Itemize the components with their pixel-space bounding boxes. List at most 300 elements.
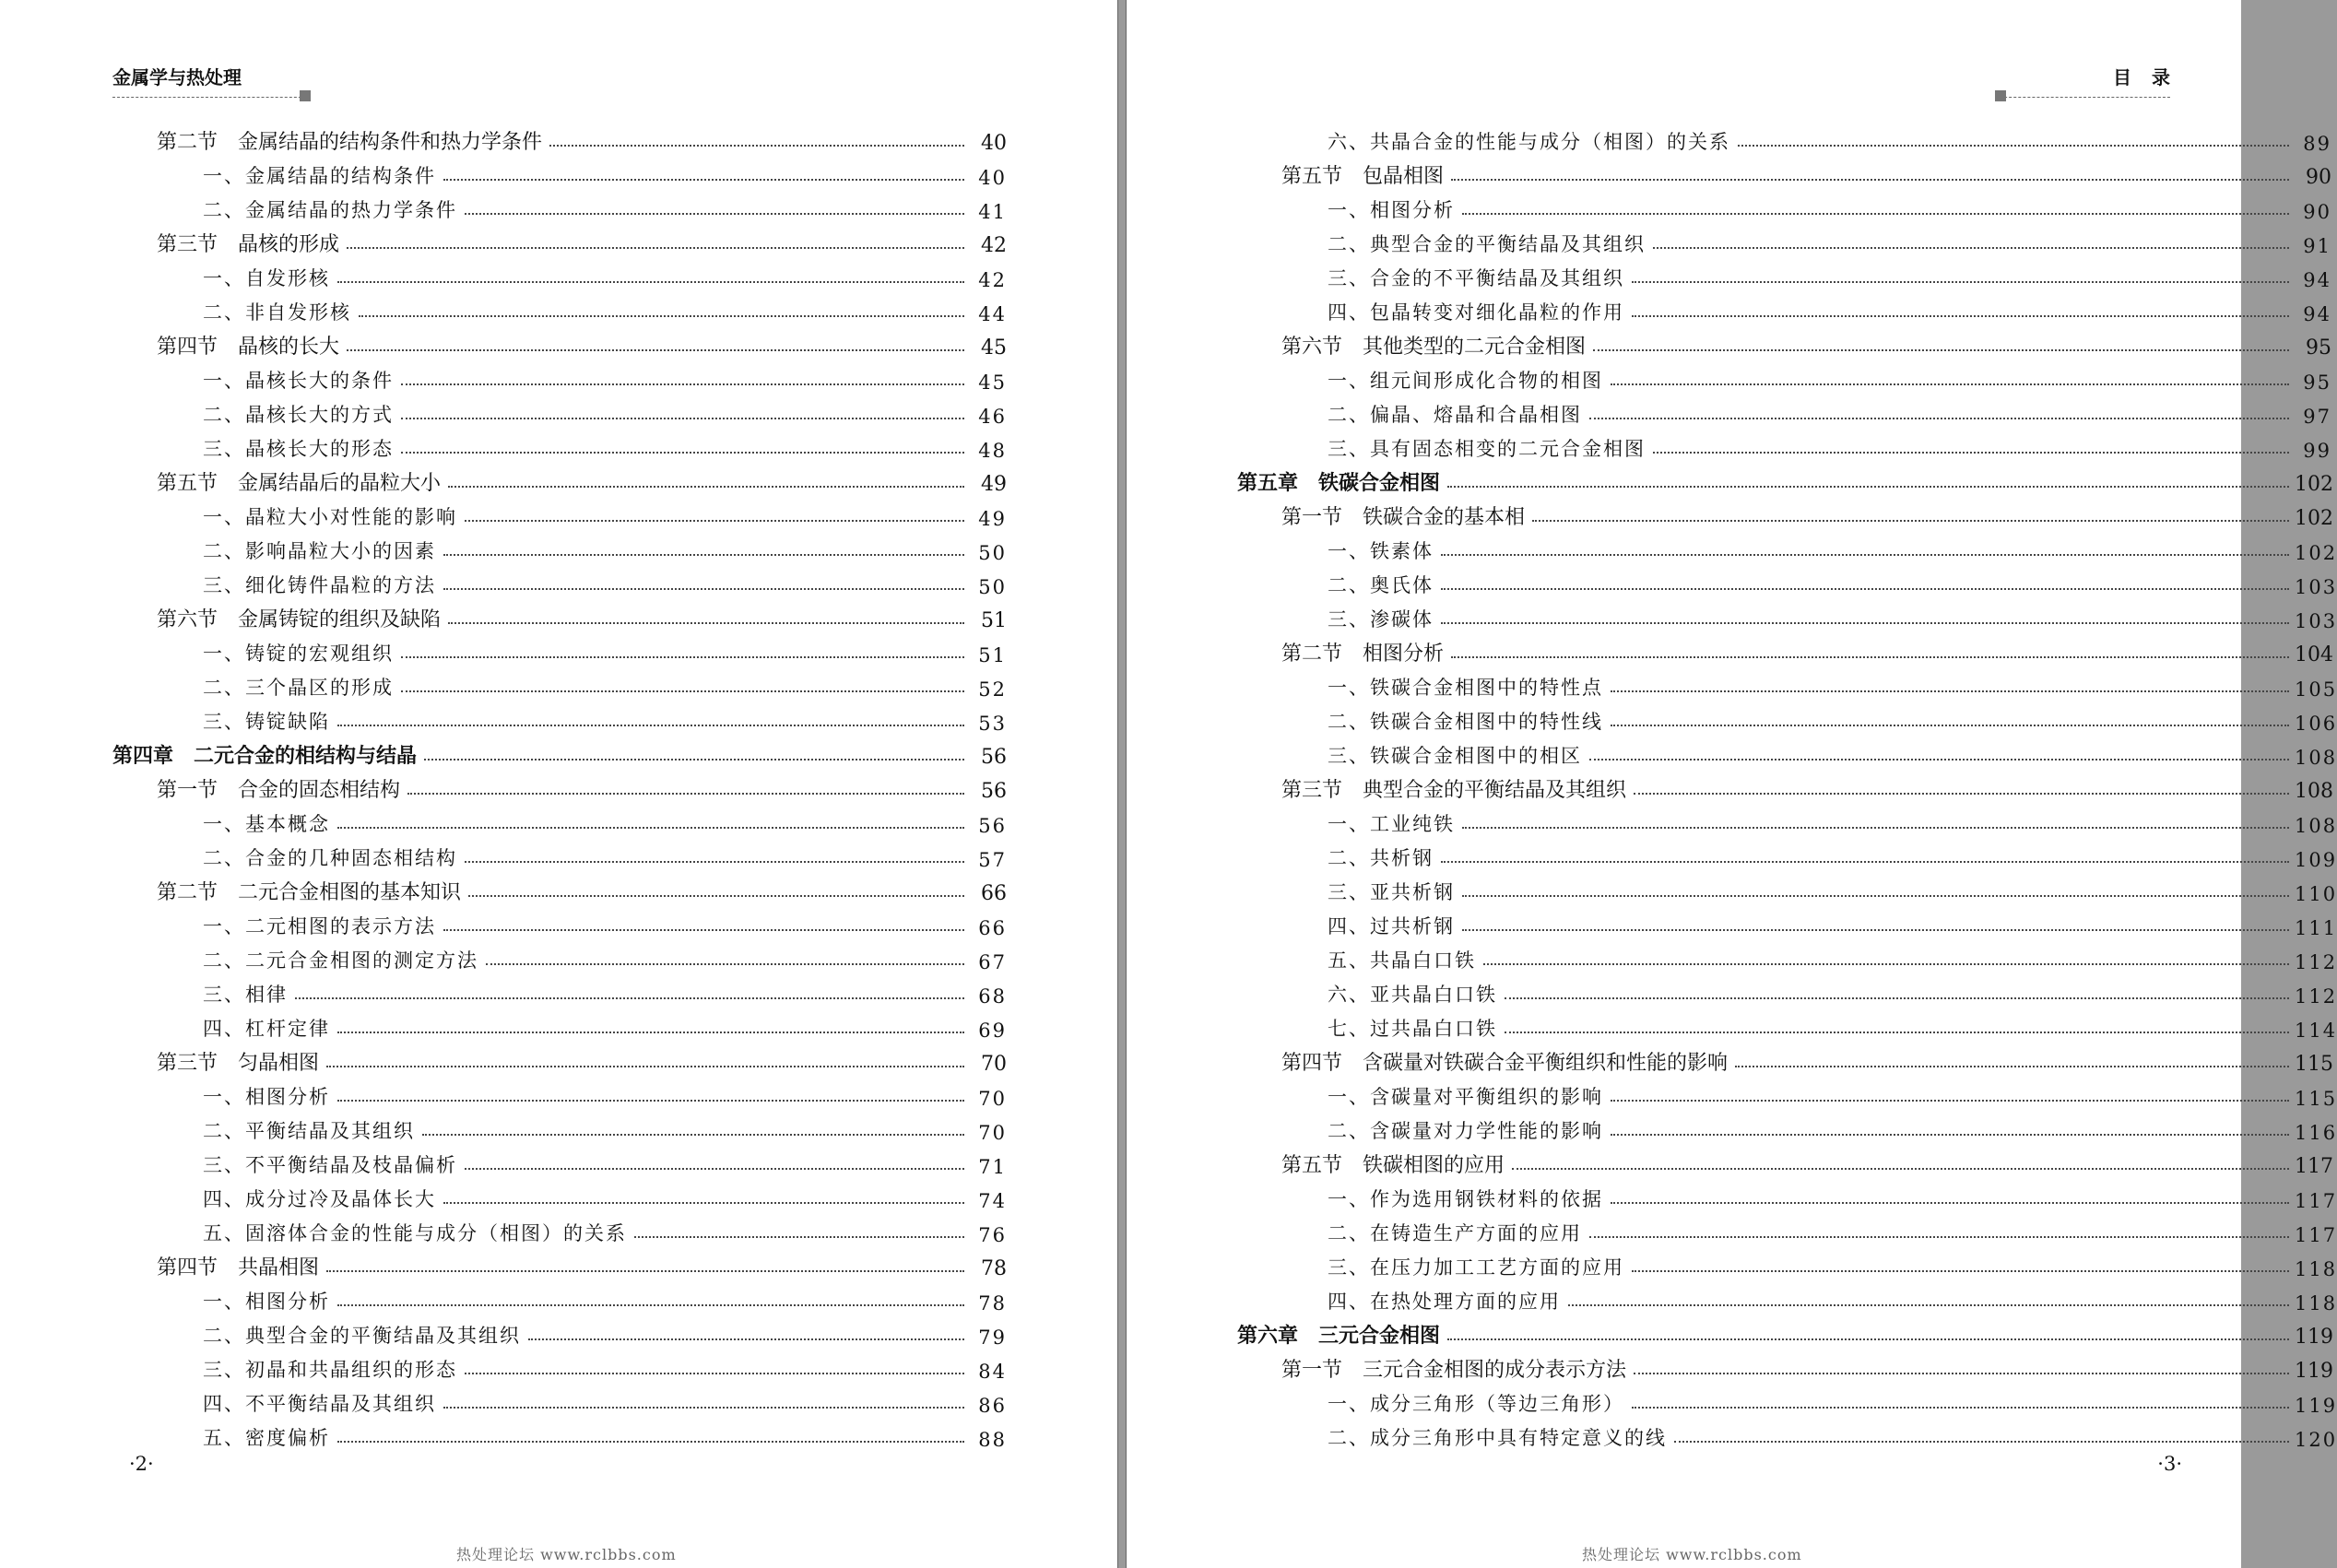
dot-leader xyxy=(1611,725,2289,726)
toc-entry-item xyxy=(112,1417,1007,1451)
toc-entry-title: 二、共析钢 xyxy=(1328,847,1434,869)
toc-entry-section xyxy=(1237,1042,2331,1076)
running-head-square-icon xyxy=(1995,90,2006,101)
toc-entry-title: 二、成分三角形中具有特定意义的线 xyxy=(1328,1427,1667,1449)
toc-entry-page: 110 xyxy=(2295,883,2337,905)
toc-entry-item xyxy=(112,1280,1007,1315)
toc-entry-page: 102 xyxy=(2295,542,2337,564)
toc-entry-title: 一、二元相图的表示方法 xyxy=(203,915,436,937)
toc-entry-title: 三、相律 xyxy=(203,984,288,1006)
toc-entry-title: 三、铁碳合金相图中的相区 xyxy=(1328,745,1582,767)
toc-entry-title: 五、固溶体合金的性能与成分（相图）的关系 xyxy=(203,1222,627,1244)
dot-leader xyxy=(1632,1270,2289,1272)
toc-entry-page: 91 xyxy=(2303,235,2331,257)
toc-entry-page: 40 xyxy=(978,167,1007,189)
dot-leader xyxy=(1451,656,2289,658)
toc-entry-page: 120 xyxy=(2295,1429,2337,1451)
page-number: ·3· xyxy=(2157,1453,2182,1475)
dot-leader xyxy=(443,929,964,931)
toc-entry-page: 109 xyxy=(2295,849,2337,871)
toc-entry-chapter xyxy=(1237,1315,2331,1349)
toc-entry-page: 42 xyxy=(981,234,1007,257)
toc-entry-title: 一、相图分析 xyxy=(1328,199,1455,221)
toc-entry-page: 78 xyxy=(981,1257,1007,1280)
toc-list xyxy=(1237,121,2337,1451)
toc-entry-item xyxy=(1237,189,2331,223)
toc-entry-title: 三、合金的不平衡结晶及其组织 xyxy=(1328,267,1624,289)
toc-entry-item xyxy=(1237,1178,2337,1212)
dot-leader xyxy=(465,1373,964,1374)
dot-leader xyxy=(1589,418,2289,419)
toc-entry-title: 第三节 典型合金的平衡结晶及其组织 xyxy=(1281,779,1627,802)
toc-entry-item xyxy=(112,701,1007,735)
toc-entry-page: 89 xyxy=(2303,133,2331,155)
toc-entry-title: 第五节 包晶相图 xyxy=(1281,165,1445,188)
toc-entry-section xyxy=(112,1042,1007,1076)
toc-entry-title: 三、晶核长大的形态 xyxy=(203,438,394,460)
toc-entry-title: 三、不平衡结晶及枝晶偏析 xyxy=(203,1154,457,1176)
toc-entry-page: 40 xyxy=(981,132,1007,155)
toc-entry-section xyxy=(1237,325,2331,360)
toc-entry-section xyxy=(112,871,1007,905)
toc-entry-item xyxy=(112,632,1007,666)
toc-entry-page: 117 xyxy=(2295,1155,2333,1178)
dot-leader xyxy=(1441,554,2289,556)
toc-entry-title: 第一节 铁碳合金的基本相 xyxy=(1281,506,1526,529)
dot-leader xyxy=(1632,281,2289,283)
toc-entry-page: 50 xyxy=(978,542,1007,564)
toc-entry-section xyxy=(1237,1349,2331,1383)
toc-entry-page: 84 xyxy=(978,1361,1007,1383)
toc-entry-item xyxy=(112,1383,1007,1417)
toc-entry-title: 二、金属结晶的热力学条件 xyxy=(203,199,457,221)
toc-entry-item xyxy=(1237,1212,2337,1246)
toc-entry-item xyxy=(1237,530,2337,564)
toc-entry-chapter xyxy=(112,735,1007,769)
toc-entry-page: 49 xyxy=(981,473,1007,496)
toc-entry-page: 78 xyxy=(978,1292,1007,1315)
toc-entry-page: 70 xyxy=(978,1122,1007,1144)
dot-leader xyxy=(295,997,964,999)
toc-entry-section xyxy=(112,121,1007,155)
toc-entry-item xyxy=(1237,1110,2337,1144)
toc-entry-item xyxy=(112,666,1007,701)
dot-leader xyxy=(468,895,964,897)
toc-entry-page: 115 xyxy=(2295,1053,2333,1076)
dot-leader xyxy=(337,725,964,726)
toc-entry-item xyxy=(1237,837,2337,871)
toc-entry-item xyxy=(112,1212,1007,1246)
dot-leader xyxy=(1589,1236,2289,1238)
toc-entry-page: 108 xyxy=(2295,780,2333,803)
toc-entry-section xyxy=(1237,496,2331,530)
toc-entry-title: 一、含碳量对平衡组织的影响 xyxy=(1328,1086,1603,1108)
toc-entry-item xyxy=(112,257,1007,291)
dot-leader xyxy=(337,1032,964,1033)
toc-entry-page: 74 xyxy=(978,1190,1007,1212)
toc-entry-page: 42 xyxy=(978,269,1007,291)
dot-leader xyxy=(465,1168,964,1170)
toc-entry-item xyxy=(112,1178,1007,1212)
dot-leader xyxy=(1634,793,2289,795)
toc-entry-title: 二、偏晶、熔晶和合晶相图 xyxy=(1328,404,1582,426)
toc-entry-title: 一、成分三角形（等边三角形） xyxy=(1328,1393,1624,1415)
toc-entry-title: 一、组元间形成化合物的相图 xyxy=(1328,370,1603,392)
toc-entry-title: 六、共晶合金的性能与成分（相图）的关系 xyxy=(1328,131,1730,153)
toc-entry-item xyxy=(112,291,1007,325)
toc-entry-title: 一、铁素体 xyxy=(1328,540,1434,562)
dot-leader xyxy=(1462,929,2289,931)
toc-entry-page: 112 xyxy=(2295,985,2337,1008)
toc-entry-page: 56 xyxy=(981,746,1007,769)
toc-entry-page: 48 xyxy=(978,440,1007,462)
toc-entry-page: 108 xyxy=(2295,747,2337,769)
toc-entry-section xyxy=(1237,769,2331,803)
toc-entry-item xyxy=(112,189,1007,223)
dot-leader xyxy=(337,827,964,829)
running-head-square-icon xyxy=(300,90,311,101)
toc-entry-title: 四、杠杆定律 xyxy=(203,1018,330,1040)
dot-leader xyxy=(443,1202,964,1204)
dot-leader xyxy=(347,349,964,351)
toc-entry-title: 二、铁碳合金相图中的特性线 xyxy=(1328,711,1603,733)
toc-entry-page: 112 xyxy=(2295,951,2337,973)
toc-entry-item xyxy=(1237,1008,2337,1042)
dot-leader xyxy=(1674,1441,2289,1443)
toc-entry-page: 79 xyxy=(978,1326,1007,1349)
toc-entry-page: 88 xyxy=(978,1429,1007,1451)
toc-entry-item xyxy=(112,905,1007,939)
toc-entry-item xyxy=(1237,905,2337,939)
toc-entry-item xyxy=(112,394,1007,428)
toc-entry-page: 41 xyxy=(978,201,1007,223)
toc-entry-page: 104 xyxy=(2295,643,2333,666)
toc-entry-title: 二、典型合金的平衡结晶及其组织 xyxy=(1328,233,1646,255)
toc-entry-title: 一、相图分析 xyxy=(203,1086,330,1108)
dot-leader xyxy=(1451,179,2289,181)
toc-entry-title: 二、在铸造生产方面的应用 xyxy=(1328,1222,1582,1244)
dot-leader xyxy=(337,1441,964,1443)
dot-leader xyxy=(422,1134,964,1136)
toc-entry-page: 45 xyxy=(981,336,1007,360)
toc-entry-title: 四、成分过冷及晶体长大 xyxy=(203,1188,436,1210)
toc-entry-item xyxy=(112,530,1007,564)
toc-entry-title: 第四节 共晶相图 xyxy=(157,1256,320,1279)
dot-leader xyxy=(1653,247,2289,249)
toc-entry-page: 105 xyxy=(2295,678,2337,701)
toc-entry-page: 70 xyxy=(981,1053,1007,1076)
toc-entry-item xyxy=(112,1110,1007,1144)
toc-entry-page: 45 xyxy=(978,371,1007,394)
toc-entry-item xyxy=(112,564,1007,598)
toc-entry-title: 三、渗碳体 xyxy=(1328,608,1434,631)
toc-entry-page: 116 xyxy=(2295,1122,2337,1144)
dot-leader xyxy=(1611,1100,2289,1102)
toc-entry-item xyxy=(1237,257,2331,291)
toc-entry-page: 118 xyxy=(2295,1292,2337,1315)
toc-entry-title: 第六节 其他类型的二元合金相图 xyxy=(1281,336,1587,359)
dot-leader xyxy=(337,1100,964,1102)
toc-entry-page: 86 xyxy=(978,1395,1007,1417)
toc-list xyxy=(112,121,1007,1451)
toc-entry-page: 66 xyxy=(981,882,1007,905)
toc-entry-page: 108 xyxy=(2295,815,2337,837)
dot-leader xyxy=(424,759,964,760)
toc-entry-item xyxy=(1237,394,2331,428)
toc-entry-page: 106 xyxy=(2295,713,2337,735)
toc-entry-item xyxy=(1237,223,2331,257)
toc-entry-page: 67 xyxy=(978,951,1007,973)
toc-entry-section xyxy=(112,769,1007,803)
toc-entry-item xyxy=(112,973,1007,1008)
toc-entry-page: 119 xyxy=(2295,1326,2333,1349)
toc-entry-title: 三、具有固态相变的二元合金相图 xyxy=(1328,438,1646,460)
toc-entry-item xyxy=(112,837,1007,871)
toc-entry-page: 111 xyxy=(2295,917,2337,939)
toc-entry-title: 第三节 晶核的形成 xyxy=(157,233,340,256)
toc-entry-title: 五、密度偏析 xyxy=(203,1427,330,1449)
toc-entry-page: 119 xyxy=(2295,1395,2337,1417)
right-page xyxy=(1126,0,2337,1568)
toc-entry-item xyxy=(1237,1417,2337,1451)
toc-entry-title: 第六章 三元合金相图 xyxy=(1237,1325,1441,1348)
toc-entry-title: 二、典型合金的平衡结晶及其组织 xyxy=(203,1325,521,1347)
toc-entry-title: 第二节 二元合金相图的基本知识 xyxy=(157,881,462,904)
toc-entry-title: 第五节 金属结晶后的晶粒大小 xyxy=(157,472,442,495)
toc-entry-page: 71 xyxy=(978,1156,1007,1178)
toc-entry-title: 二、影响晶粒大小的因素 xyxy=(203,540,436,562)
footer-watermark: 热处理论坛 www.rclbbs.com xyxy=(456,1546,677,1563)
toc-entry-item xyxy=(112,1315,1007,1349)
toc-entry-title: 一、作为选用钢铁材料的依据 xyxy=(1328,1188,1603,1210)
toc-entry-item xyxy=(1237,871,2337,905)
toc-entry-title: 一、晶核长大的条件 xyxy=(203,370,394,392)
dot-leader xyxy=(443,554,964,556)
toc-entry-title: 一、金属结晶的结构条件 xyxy=(203,165,436,187)
dot-leader xyxy=(1512,1168,2289,1170)
dot-leader xyxy=(359,315,964,317)
toc-entry-item xyxy=(112,496,1007,530)
toc-entry-page: 51 xyxy=(978,644,1007,666)
toc-entry-title: 第五章 铁碳合金相图 xyxy=(1237,472,1441,495)
toc-entry-item xyxy=(112,428,1007,462)
toc-entry-title: 三、在压力加工工艺方面的应用 xyxy=(1328,1256,1624,1279)
toc-entry-section xyxy=(112,223,1007,257)
dot-leader xyxy=(401,383,964,385)
toc-entry-page: 70 xyxy=(978,1088,1007,1110)
toc-entry-title: 第二节 金属结晶的结构条件和热力学条件 xyxy=(157,131,543,154)
dot-leader xyxy=(1532,520,2289,522)
page-number: ·2· xyxy=(129,1453,154,1475)
dot-leader xyxy=(326,1066,964,1067)
dot-leader xyxy=(1462,213,2289,215)
running-head-rule xyxy=(1995,97,2170,98)
dot-leader xyxy=(1632,315,2289,317)
dot-leader xyxy=(326,1270,964,1272)
dot-leader xyxy=(1483,963,2289,965)
toc-entry-page: 117 xyxy=(2295,1224,2337,1246)
toc-entry-title: 二、含碳量对力学性能的影响 xyxy=(1328,1120,1603,1142)
toc-entry-section xyxy=(112,325,1007,360)
dot-leader xyxy=(401,656,964,658)
toc-entry-title: 一、晶粒大小对性能的影响 xyxy=(203,506,457,528)
toc-entry-page: 103 xyxy=(2295,576,2337,598)
dot-leader xyxy=(443,1407,964,1409)
toc-entry-page: 49 xyxy=(978,508,1007,530)
toc-entry-title: 一、相图分析 xyxy=(203,1291,330,1313)
dot-leader xyxy=(1611,383,2289,385)
toc-entry-page: 53 xyxy=(978,713,1007,735)
toc-entry-item xyxy=(1237,1076,2337,1110)
toc-entry-title: 二、晶核长大的方式 xyxy=(203,404,394,426)
toc-entry-item xyxy=(1237,803,2337,837)
toc-entry-title: 六、亚共晶白口铁 xyxy=(1328,984,1497,1006)
dot-leader xyxy=(1441,622,2289,624)
toc-entry-section xyxy=(1237,1144,2331,1178)
toc-entry-page: 118 xyxy=(2295,1258,2337,1280)
dot-leader xyxy=(1441,861,2289,863)
toc-entry-item xyxy=(1237,360,2331,394)
toc-entry-title: 一、铁碳合金相图中的特性点 xyxy=(1328,677,1603,699)
toc-entry-title: 二、奥氏体 xyxy=(1328,574,1434,596)
toc-entry-page: 90 xyxy=(2303,201,2331,223)
toc-entry-page: 50 xyxy=(978,576,1007,598)
toc-entry-page: 52 xyxy=(978,678,1007,701)
toc-entry-item xyxy=(1237,1246,2337,1280)
toc-entry-item xyxy=(112,360,1007,394)
running-head-title: 目录 xyxy=(2113,66,2190,88)
dot-leader xyxy=(1735,1066,2289,1067)
toc-entry-item xyxy=(112,1076,1007,1110)
dot-leader xyxy=(448,622,964,624)
toc-entry-page: 66 xyxy=(978,917,1007,939)
toc-entry-page: 94 xyxy=(2303,303,2331,325)
toc-entry-item xyxy=(112,939,1007,973)
toc-entry-section xyxy=(1237,155,2331,189)
toc-entry-section xyxy=(112,1246,1007,1280)
toc-entry-title: 第六节 金属铸锭的组织及缺陷 xyxy=(157,608,442,631)
dot-leader xyxy=(407,793,964,795)
dot-leader xyxy=(465,520,964,522)
running-head-rule xyxy=(112,97,311,98)
toc-entry-title: 第三节 匀晶相图 xyxy=(157,1052,320,1075)
toc-entry-page: 68 xyxy=(978,985,1007,1008)
toc-entry-title: 一、工业纯铁 xyxy=(1328,813,1455,835)
dot-leader xyxy=(1447,486,2289,488)
toc-entry-title: 四、包晶转变对细化晶粒的作用 xyxy=(1328,301,1624,324)
dot-leader xyxy=(401,418,964,419)
toc-entry-item xyxy=(112,155,1007,189)
toc-entry-page: 103 xyxy=(2295,610,2337,632)
toc-entry-page: 97 xyxy=(2303,406,2331,428)
toc-entry-page: 76 xyxy=(978,1224,1007,1246)
toc-entry-page: 57 xyxy=(978,849,1007,871)
dot-leader xyxy=(1589,759,2289,760)
toc-entry-title: 二、三个晶区的形成 xyxy=(203,677,394,699)
toc-entry-title: 第一节 三元合金相图的成分表示方法 xyxy=(1281,1359,1627,1382)
toc-entry-page: 115 xyxy=(2295,1088,2337,1110)
toc-entry-page: 51 xyxy=(981,609,1007,632)
toc-entry-item xyxy=(1237,939,2337,973)
toc-entry-item xyxy=(1237,666,2337,701)
dot-leader xyxy=(1593,349,2289,351)
dot-leader xyxy=(1634,1373,2289,1374)
left-page xyxy=(0,0,1118,1568)
dot-leader xyxy=(443,179,964,181)
toc-entry-title: 第一节 合金的固态相结构 xyxy=(157,779,401,802)
toc-entry-title: 第五节 铁碳相图的应用 xyxy=(1281,1154,1505,1177)
dot-leader xyxy=(1653,452,2289,454)
dot-leader xyxy=(1462,827,2289,829)
dot-leader xyxy=(1505,1032,2289,1033)
toc-entry-title: 二、二元合金相图的测定方法 xyxy=(203,949,478,972)
running-head xyxy=(112,65,311,98)
toc-entry-section xyxy=(112,598,1007,632)
toc-entry-item xyxy=(112,803,1007,837)
toc-entry-page: 69 xyxy=(978,1020,1007,1042)
running-head-title: 金属学与热处理 xyxy=(112,66,242,88)
dot-leader xyxy=(1611,690,2289,692)
dot-leader xyxy=(1505,997,2289,999)
toc-entry-item xyxy=(112,1349,1007,1383)
toc-entry-title: 四、不平衡结晶及其组织 xyxy=(203,1393,436,1415)
toc-entry-page: 56 xyxy=(981,780,1007,803)
toc-entry-item xyxy=(1237,1383,2337,1417)
dot-leader xyxy=(465,861,964,863)
dot-leader xyxy=(549,145,964,147)
dot-leader xyxy=(337,1304,964,1306)
dot-leader xyxy=(1738,145,2289,147)
dot-leader xyxy=(401,452,964,454)
toc-entry-title: 四、在热处理方面的应用 xyxy=(1328,1291,1561,1313)
dot-leader xyxy=(1611,1202,2289,1204)
dot-leader xyxy=(443,588,964,590)
toc-entry-title: 三、铸锭缺陷 xyxy=(203,711,330,733)
toc-entry-page: 95 xyxy=(2306,336,2331,360)
footer-watermark: 热处理论坛 www.rclbbs.com xyxy=(1582,1546,1802,1563)
toc-entry-title: 三、细化铸件晶粒的方法 xyxy=(203,574,436,596)
toc-entry-title: 一、自发形核 xyxy=(203,267,330,289)
dot-leader xyxy=(1462,895,2289,897)
dot-leader xyxy=(347,247,964,249)
dot-leader xyxy=(1441,588,2289,590)
toc-entry-page: 56 xyxy=(978,815,1007,837)
toc-entry-page: 99 xyxy=(2303,440,2331,462)
toc-entry-title: 一、基本概念 xyxy=(203,813,330,835)
toc-entry-title: 四、过共析钢 xyxy=(1328,915,1455,937)
dot-leader xyxy=(528,1338,964,1340)
toc-entry-title: 二、合金的几种固态相结构 xyxy=(203,847,457,869)
toc-entry-page: 95 xyxy=(2303,371,2331,394)
toc-entry-item xyxy=(1237,701,2337,735)
dot-leader xyxy=(1447,1338,2289,1340)
toc-entry-item xyxy=(1237,291,2331,325)
toc-entry-page: 119 xyxy=(2295,1360,2333,1383)
toc-entry-item xyxy=(1237,735,2337,769)
toc-entry-title: 第四节 晶核的长大 xyxy=(157,336,340,359)
toc-entry-title: 第四章 二元合金的相结构与结晶 xyxy=(112,745,418,768)
toc-entry-title: 二、非自发形核 xyxy=(203,301,351,324)
toc-entry-page: 102 xyxy=(2295,507,2333,530)
dot-leader xyxy=(337,281,964,283)
toc-entry-item xyxy=(112,1144,1007,1178)
toc-entry-title: 二、平衡结晶及其组织 xyxy=(203,1120,415,1142)
toc-entry-section xyxy=(112,462,1007,496)
toc-entry-item xyxy=(1237,973,2337,1008)
dot-leader xyxy=(448,486,964,488)
dot-leader xyxy=(465,213,964,215)
toc-entry-section xyxy=(1237,632,2331,666)
